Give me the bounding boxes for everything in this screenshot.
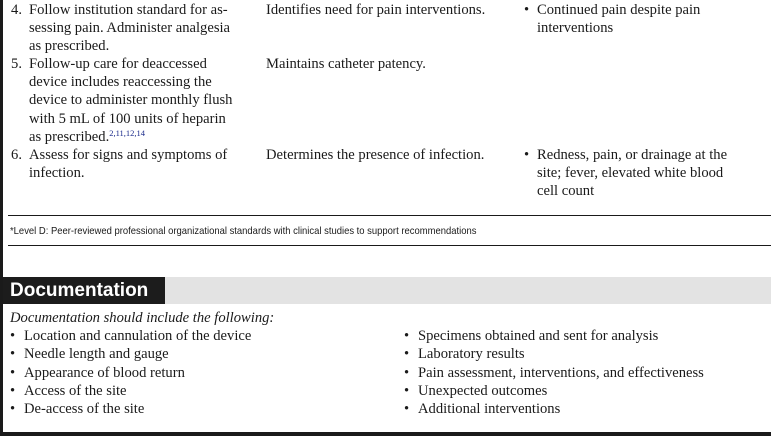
rationale: Identifies need for pain interventions.	[266, 2, 486, 18]
outcome-line: cell count	[537, 183, 595, 200]
bullet: •	[10, 346, 16, 363]
step-text-line: Follow institution standard for as-	[29, 2, 228, 18]
bullet: •	[404, 364, 410, 381]
footnote: *Level D: Peer-reviewed professional organizational standards with clinical studies to support recommendations	[10, 225, 477, 237]
bullet: •	[524, 2, 530, 18]
step-number: 4.	[11, 2, 22, 18]
documentation-item: De-access of the site	[24, 401, 145, 418]
documentation-item: Specimens obtained and sent for analysis	[418, 328, 659, 344]
outcome-line: Redness, pain, or drainage at the	[537, 147, 728, 163]
outcome-line: site; fever, elevated white blood	[537, 165, 724, 182]
rationale: Maintains catheter patency.	[266, 56, 426, 72]
step-text-line: device includes reaccessing the	[29, 74, 212, 91]
documentation-item: Unexpected outcomes	[418, 382, 548, 399]
bullet: •	[404, 382, 410, 399]
bullet: •	[404, 328, 410, 344]
rationale: Determines the presence of infection.	[266, 147, 485, 163]
left-border	[0, 0, 3, 436]
step-text-line: as prescribed.	[29, 38, 110, 55]
documentation-item: Needle length and gauge	[24, 346, 169, 363]
step-text-line: device to administer monthly flush	[29, 92, 233, 109]
bullet: •	[10, 382, 16, 399]
bottom-border	[0, 432, 771, 436]
step-text-line: with 5 mL of 100 units of heparin	[29, 110, 226, 127]
bullet: •	[404, 346, 410, 363]
step-text-line: Assess for signs and symptoms of	[29, 147, 228, 163]
step-text-line: as prescribed.	[29, 128, 110, 145]
section-title: Documentation	[3, 277, 165, 304]
documentation-item: Additional interventions	[418, 401, 561, 418]
outcome-line: Continued pain despite pain	[537, 2, 701, 18]
step-text-line: infection.	[29, 165, 85, 182]
documentation-item: Location and cannulation of the device	[24, 328, 252, 344]
reference-superscript: 2,11,12,14	[109, 127, 146, 138]
step-last-line	[29, 128, 145, 146]
documentation-item: Access of the site	[24, 382, 127, 399]
outcome-line: interventions	[537, 20, 614, 37]
bullet: •	[10, 401, 16, 418]
documentation-item: Pain assessment, interventions, and effectiveness	[418, 364, 704, 381]
step-text-line: Follow-up care for deaccessed	[29, 56, 207, 72]
step-number: 5.	[11, 56, 22, 72]
documentation-intro: Documentation should include the following:	[10, 310, 275, 326]
bullet: •	[524, 147, 530, 163]
footnote-rule-bottom	[8, 245, 771, 246]
footnote-rule-top	[8, 215, 771, 216]
bullet: •	[10, 328, 16, 344]
bullet: •	[10, 364, 16, 381]
step-text-line: sessing pain. Administer analgesia	[29, 20, 231, 37]
documentation-item: Laboratory results	[418, 346, 525, 363]
bullet: •	[404, 401, 410, 418]
documentation-item: Appearance of blood return	[24, 364, 185, 381]
step-number: 6.	[11, 147, 22, 163]
